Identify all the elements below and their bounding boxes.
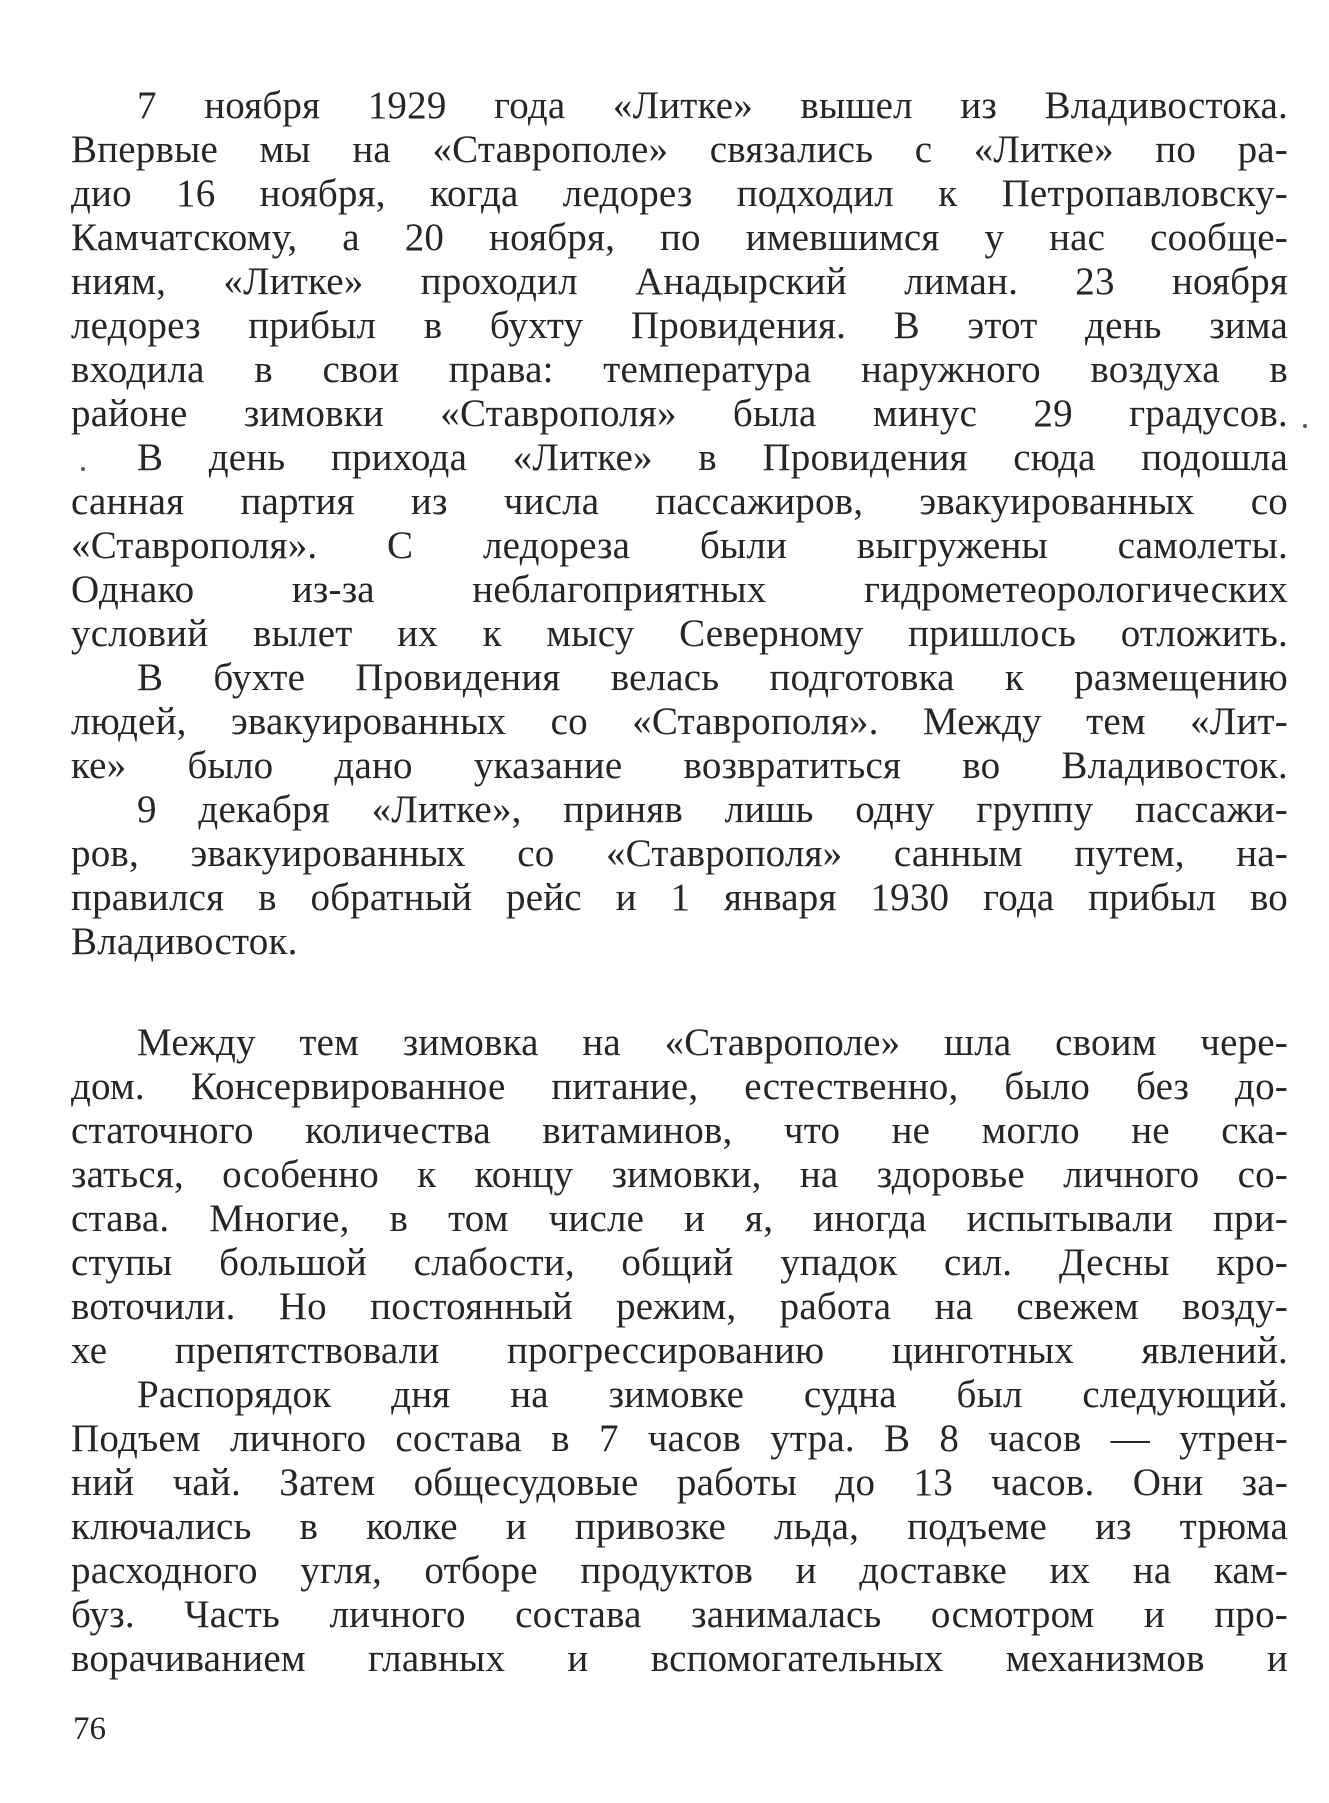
text-line: буз. Часть личного состава занималась осмотром и про- [71,1593,1288,1636]
text-line: ключались в колке и привозке льда, подъеме из трюма [71,1505,1288,1548]
text-line: хе препятствовали прогрессированию цинготных явлений. [71,1329,1288,1372]
text-line: расходного угля, отборе продуктов и доставке их на кам- [71,1549,1288,1592]
text-line: става. Многие, в том числе и я, иногда испытывали при- [71,1197,1288,1240]
text-line: входила в свои права: температура наружного воздуха в [71,348,1288,391]
text-line: ворачиванием главных и вспомогательных механизмов и [71,1637,1288,1680]
text-line: ступы большой слабости, общий упадок сил. Десны кро- [71,1241,1288,1284]
text-line: условий вылет их к мысу Северному пришлось отложить. [71,612,1288,655]
text-line: ров, эвакуированных со «Ставрополя» санным путем, на- [71,832,1288,875]
text-line: Однако из-за неблагоприятных гидрометеорологических [71,568,1288,611]
scan-speck [81,467,85,471]
text-line: 9 декабря «Литке», приняв лишь одну группу пассажи- [137,788,1288,831]
text-line: ке» было дано указание возвратиться во Владивосток. [71,744,1288,787]
text-line: ледорез прибыл в бухту Провидения. В этот день зима [71,304,1288,347]
text-line: Подъем личного состава в 7 часов утра. В 8 часов — утрен- [71,1417,1288,1460]
text-line: ниям, «Литке» проходил Анадырский лиман. 23 ноября [71,260,1288,303]
page-number: 76 [73,1711,106,1747]
text-line: людей, эвакуированных со «Ставрополя». Между тем «Лит- [71,700,1288,743]
text-line: статочного количества витаминов, что не могло не ска- [71,1109,1288,1152]
text-line: санная партия из числа пассажиров, эвакуированных со [71,480,1288,523]
text-line: Камчатскому, а 20 ноября, по имевшимся у нас сообще- [71,216,1288,259]
text-line: заться, особенно к концу зимовки, на здоровье личного со- [71,1153,1288,1196]
text-line: Владивосток. [71,920,298,963]
text-line: дио 16 ноября, когда ледорез подходил к Петропавловску- [71,172,1288,215]
text-line: В бухте Провидения велась подготовка к размещению [137,656,1288,699]
scan-speck [1303,424,1307,428]
text-line: районе зимовки «Ставрополя» была минус 29 градусов. [71,392,1288,435]
text-line: дом. Консервированное питание, естественно, было без до- [71,1065,1288,1108]
text-line: ний чай. Затем общесудовые работы до 13 часов. Они за- [71,1461,1288,1504]
text-line: Распорядок дня на зимовке судна был следующий. [137,1373,1288,1416]
text-line: 7 ноября 1929 года «Литке» вышел из Владивостока. [137,84,1288,127]
text-line: В день прихода «Литке» в Провидения сюда подошла [137,436,1288,479]
text-line: воточили. Но постоянный режим, работа на свежем возду- [71,1285,1288,1328]
text-line: правился в обратный рейс и 1 января 1930 года прибыл во [71,876,1288,919]
text-line: «Ставрополя». С ледореза были выгружены самолеты. [71,524,1288,567]
text-line: Между тем зимовка на «Ставрополе» шла своим чере- [137,1021,1288,1064]
text-line: Впервые мы на «Ставрополе» связались с «Литке» по ра- [71,128,1288,171]
